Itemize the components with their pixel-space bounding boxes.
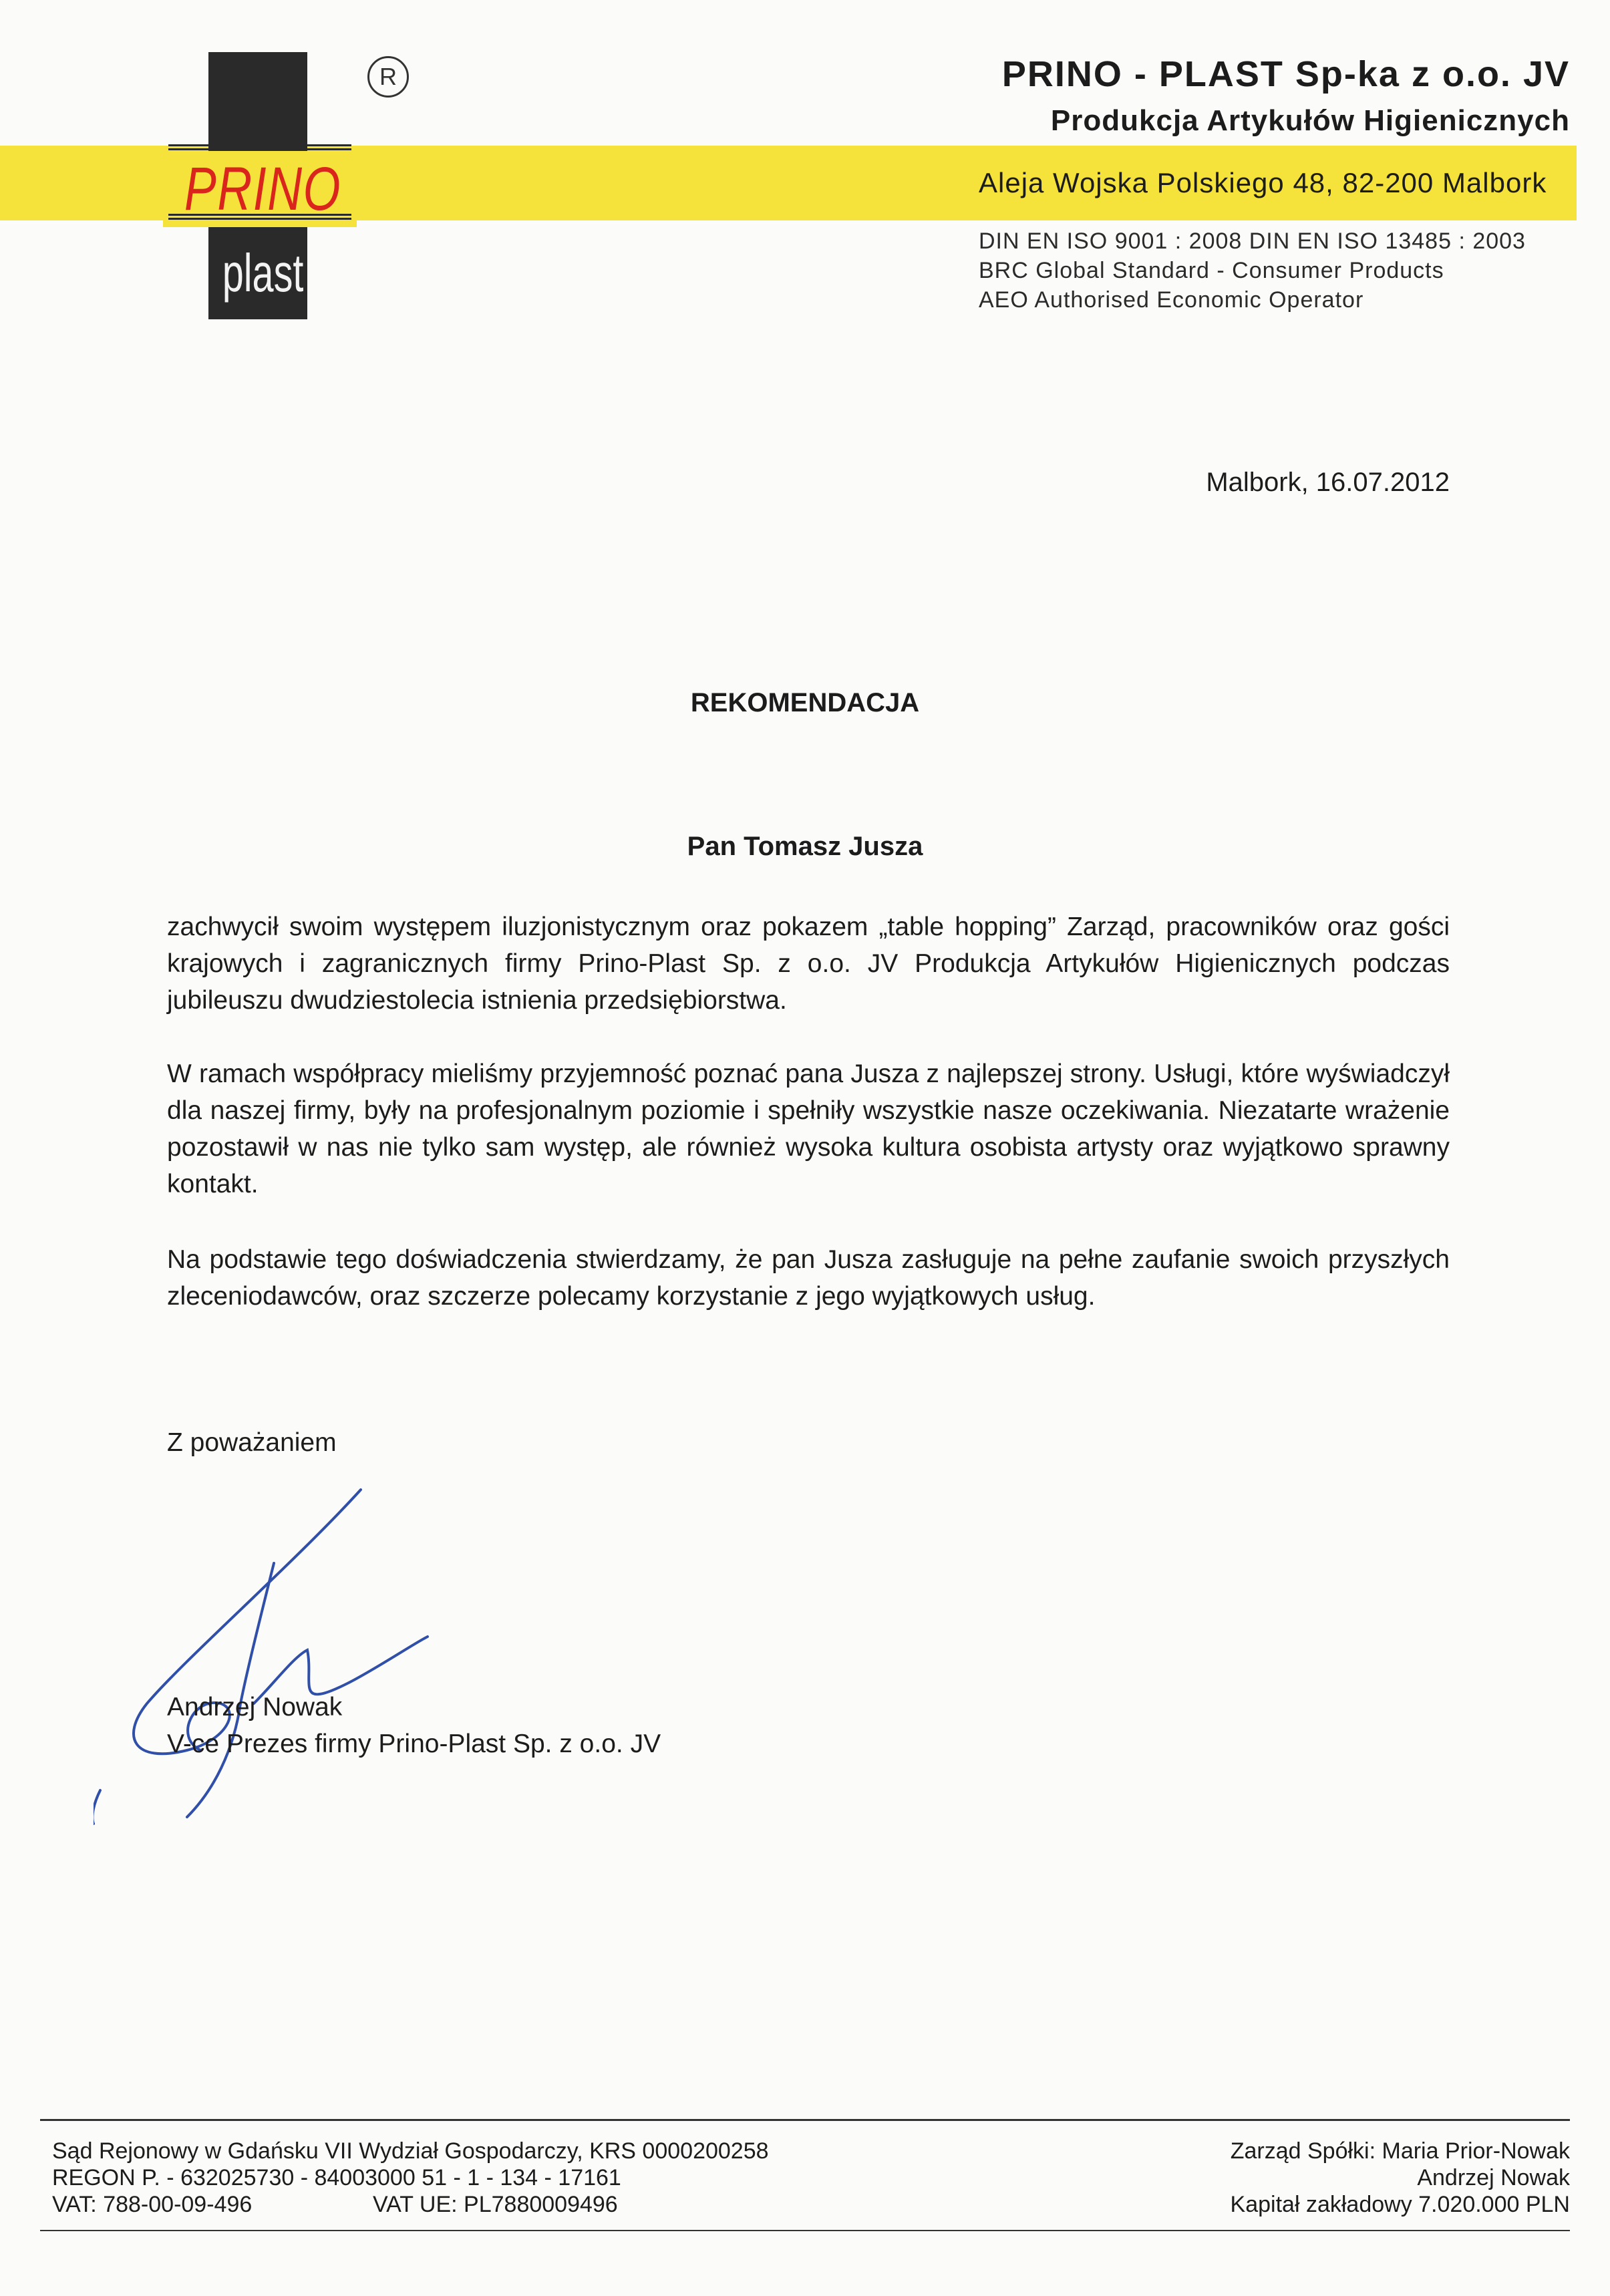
registered-trademark-icon: R (367, 56, 409, 98)
company-name: PRINO - PLAST Sp-ka z o.o. JV (1001, 54, 1570, 94)
footer-vat-row (52, 2191, 769, 2218)
footer-board-member: Andrzej Nowak (1417, 2165, 1570, 2190)
footer-vat: VAT: 788-00-09-496 (52, 2192, 253, 2217)
place-date: Malbork, 16.07.2012 (1206, 468, 1450, 497)
handwritten-signature (94, 1483, 468, 1830)
closing-salutation: Z poważaniem (167, 1428, 337, 1457)
paragraph-3: Na podstawie tego doświadczenia stwierdzamy, że pan Jusza zasługuje na pełne zaufanie swoich przyszłych zleceniodawców, oraz szczerze polecamy korzystanie z jego wyjątkowych usług. (167, 1245, 1450, 1311)
company-address: Aleja Wojska Polskiego 48, 82-200 Malbork (979, 167, 1547, 198)
certification-aeo: AEO Authorised Economic Operator (979, 287, 1364, 313)
footer-left (52, 2138, 769, 2218)
footer-capital: Kapitał zakładowy 7.020.000 PLN (1230, 2192, 1570, 2217)
letter-title: REKOMENDACJA (690, 688, 920, 717)
footer-regon: REGON P. - 632025730 - 84003000 51 - 1 - 134 - 17161 (52, 2165, 621, 2190)
footer-court-register: Sąd Rejonowy w Gdańsku VII Wydział Gospodarczy, KRS 0000200258 (52, 2138, 769, 2164)
footer-board: Zarząd Spółki: Maria Prior-Nowak (1230, 2138, 1570, 2164)
company-subtitle: Produkcja Artykułów Higienicznych (1050, 104, 1570, 137)
footer-rule-bottom (40, 2230, 1570, 2231)
signer-block (167, 1689, 661, 1762)
footer-rule-top (40, 2119, 1570, 2121)
footer-vat-ue: VAT UE: PL7880009496 (373, 2192, 618, 2217)
logo-prino-text: PRINO (184, 155, 341, 223)
paragraph-1: zachwycił swoim występem iluzjonistycznym oraz pokazem „table hopping” Zarząd, pracowników oraz gości krajowych i zagranicznych firmy Prino-Plast Sp. z o.o. JV Produkcja Artykułów Higienicznych podczas jubileuszu dwudziestolecia istnienia przedsiębiorstwa. (167, 913, 1450, 1015)
footer-right (1231, 2138, 1570, 2218)
certification-iso: DIN EN ISO 9001 : 2008 DIN EN ISO 13485 : 2003 (979, 228, 1526, 254)
paragraph-2: W ramach współpracy mieliśmy przyjemność poznać pana Jusza z najlepszej strony. Usługi, które wyświadczył dla naszej firmy, były na profesjonalnym poziomie i spełniły wszystkie nasze oczekiwania. Niezatarte wrażenie pozostawił w nas nie tylko sam występ, ale również wysoka kultura osobista artysty oraz wyjątkowo sprawny kontakt. (167, 1059, 1450, 1198)
signer-title: V-ce Prezes firmy Prino-Plast Sp. z o.o. JV (167, 1730, 661, 1758)
recipient-name: Pan Tomasz Jusza (687, 832, 923, 861)
logo-rule-top-2 (168, 148, 351, 150)
signer-name: Andrzej Nowak (167, 1693, 343, 1721)
certification-brc: BRC Global Standard - Consumer Products (979, 258, 1444, 283)
logo-rule-top (168, 144, 351, 146)
logo-plast-text: plast (222, 243, 304, 303)
